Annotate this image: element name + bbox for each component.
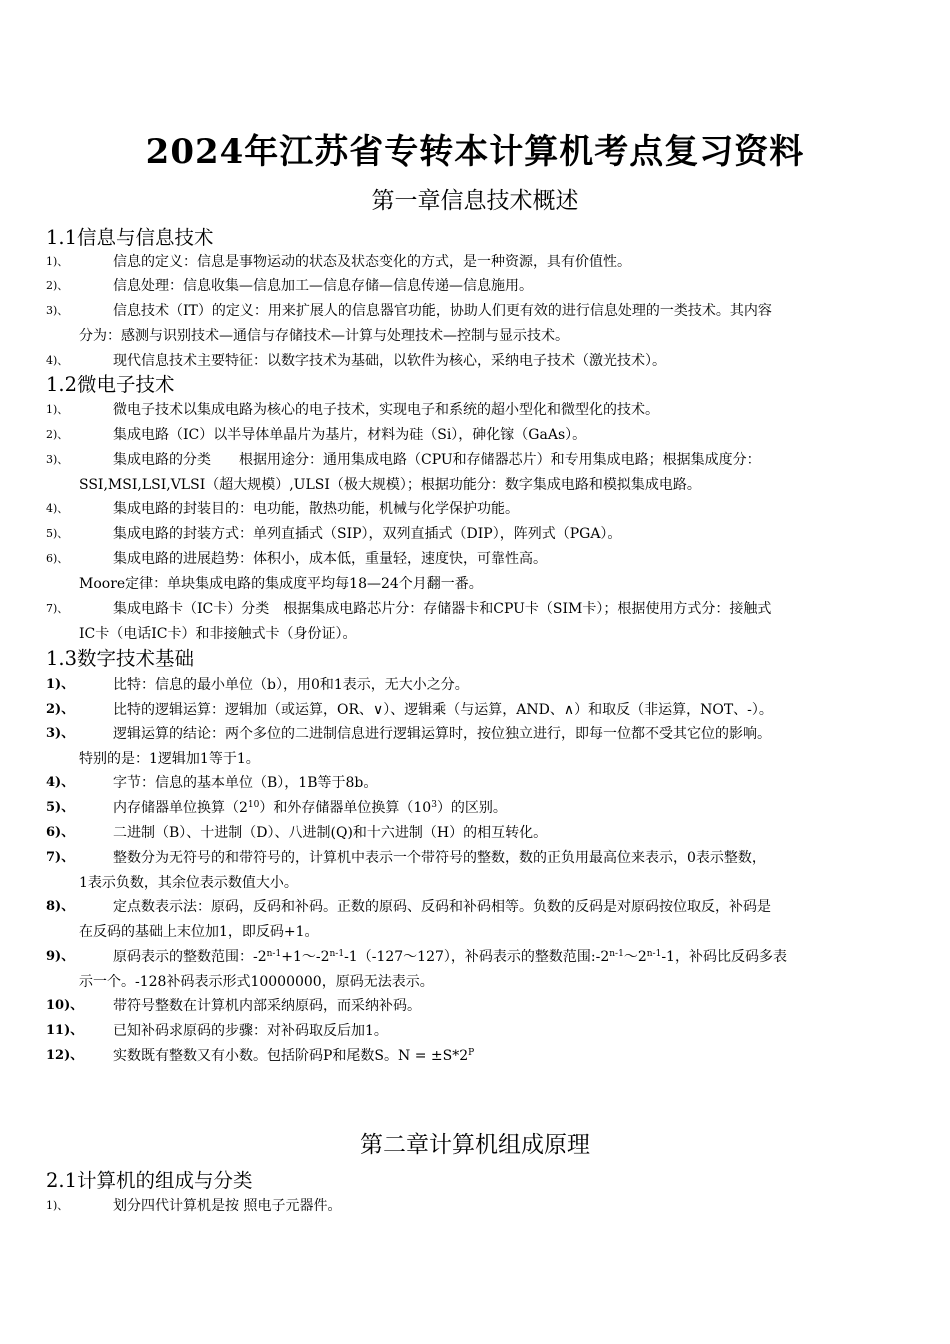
superscript: P	[468, 1048, 475, 1058]
text-part: 内存储器单位换算（2	[113, 800, 248, 816]
chapter-2-title: 第二章计算机组成原理	[360, 1132, 590, 1158]
text-part: ）的区别。	[436, 800, 507, 816]
item-text: 比特：信息的最小单位（b），用0和1表示，无大小之分。	[113, 677, 469, 693]
chapter-1-title: 第一章信息技术概述	[371, 188, 579, 214]
item-number: 12)、	[46, 1048, 84, 1063]
list-item	[46, 547, 906, 572]
item-number: 1)、	[46, 255, 69, 268]
item-text: 比特的逻辑运算：逻辑加（或运算，OR、∨）、逻辑乘（与运算，AND、∧）和取反（非运算，NOT、-）。	[113, 702, 773, 718]
section-1-3-heading: 1.3数字技术基础	[46, 647, 195, 670]
item-text: 信息技术（IT）的定义：用来扩展人的信息器官功能，协助人们更有效的进行信息处理的一类技术。其内容	[113, 303, 772, 319]
list-item	[46, 250, 906, 275]
item-text: 集成电路（IC）以半导体单晶片为基片，材料为硅（Si），砷化镓（GaAs）。	[113, 427, 587, 443]
list-item	[46, 945, 906, 994]
list-item	[46, 497, 906, 522]
item-text-continued: 分为：感测与识别技术—通信与存储技术—计算与处理技术—控制与显示技术。	[79, 327, 569, 344]
list-item	[46, 994, 906, 1019]
item-number: 4)、	[46, 354, 69, 367]
document-title: 2024年江苏省专转本计算机考点复习资料	[145, 132, 805, 172]
list-item	[46, 597, 906, 646]
superscript: n-1	[609, 949, 624, 959]
list-item	[46, 423, 906, 448]
text-part: ）和外存储器单位换算（10	[259, 800, 432, 816]
item-text: 信息处理：信息收集—信息加工—信息存储—信息传递—信息施用。	[113, 278, 533, 294]
item-text: 二进制（B）、十进制（D）、八进制(Q)和十六进制（H）的相互转化。	[113, 825, 548, 841]
item-text: 微电子技术以集成电路为核心的电子技术，实现电子和系统的超小型化和微型化的技术。	[113, 402, 659, 418]
item-number: 8)、	[46, 899, 75, 914]
item-text-continued: 1表示负数，其余位表示数值大小。	[79, 874, 298, 891]
list-item	[46, 1044, 906, 1069]
list-item	[46, 673, 906, 698]
item-number: 2)、	[46, 702, 75, 717]
item-number: 5)、	[46, 800, 75, 815]
item-number: 2)、	[46, 279, 69, 292]
item-text: 整数分为无符号的和带符号的，计算机中表示一个带符号的整数，数的正负用最高位来表示，0表示整数，	[113, 850, 766, 866]
item-number: 2)、	[46, 428, 69, 441]
text-part: 实数既有整数又有小数。包括阶码P和尾数S。N = ±S*2	[113, 1048, 469, 1064]
item-text-continued: 示一个。-128补码表示形式10000000，原码无法表示。	[79, 973, 434, 990]
list-item	[46, 821, 906, 846]
item-number: 1)、	[46, 1199, 69, 1212]
item-number: 10)、	[46, 998, 84, 1013]
item-number: 1)、	[46, 403, 69, 416]
item-text: 逻辑运算的结论：两个多位的二进制信息进行逻辑运算时，按位独立进行，即每一位都不受其它位的影响。	[113, 726, 771, 742]
text-part: -1，补码比反码多表	[661, 949, 787, 965]
item-text: 集成电路的进展趋势：体积小，成本低，重量轻，速度快，可靠性高。	[113, 551, 547, 567]
item-number: 3)、	[46, 726, 75, 741]
item-text: 已知补码求原码的步骤：对补码取反后加1。	[113, 1023, 388, 1039]
item-number: 6)、	[46, 552, 69, 565]
item-number: 4)、	[46, 775, 75, 790]
item-number: 5)、	[46, 527, 69, 540]
text-part: ～2	[623, 949, 647, 965]
item-text: 集成电路卡（IC卡）分类 根据集成电路芯片分：存储器卡和CPU卡（SIM卡）；根据使用方式分：接触式	[113, 601, 772, 617]
text-part: -1（-127～127），补码表示的整数范围:-2	[344, 949, 610, 965]
superscript: 3	[431, 800, 437, 810]
text-part: +1～-2	[281, 949, 330, 965]
section-2-1-heading: 2.1计算机的组成与分类	[46, 1169, 253, 1192]
item-number: 9)、	[46, 949, 75, 964]
item-text-continued: 在反码的基础上末位加1，即反码+1。	[79, 923, 319, 940]
item-text-continued: SSI,MSI,LSI,VLSI（超大规模）,ULSI（极大规模）；根据功能分：数字集成电路和模拟集成电路。	[79, 476, 701, 493]
item-number: 6)、	[46, 825, 75, 840]
list-item	[46, 796, 906, 821]
item-number: 1)、	[46, 677, 75, 692]
item-text: 集成电路的封装方式：单列直插式（SIP），双列直插式（DIP），阵列式（PGA）。	[113, 526, 622, 542]
list-item	[46, 1194, 906, 1219]
item-text	[46, 945, 906, 970]
moore-law-text: Moore定律：单块集成电路的集成度平均每18—24个月翻一番。	[79, 576, 483, 592]
item-text: 字节：信息的基本单位（B），1B等于8b。	[113, 775, 378, 791]
list-item	[46, 522, 906, 547]
item-text	[46, 1044, 906, 1069]
item-number: 3)、	[46, 304, 69, 317]
item-number: 4)、	[46, 502, 69, 515]
list-item	[46, 1019, 906, 1044]
superscript: n-1	[329, 949, 345, 959]
item-text	[46, 796, 906, 821]
item-text: 定点数表示法：原码，反码和补码。正数的原码、反码和补码相等。负数的反码是对原码按位取反，补码是	[113, 899, 771, 915]
item-text: 信息的定义：信息是事物运动的状态及状态变化的方式，是一种资源，具有价值性。	[113, 254, 631, 270]
list-item	[46, 274, 906, 299]
item-text: 集成电路的封装目的：电功能，散热功能，机械与化学保护功能。	[113, 501, 519, 517]
item-text-continued: IC卡（电话IC卡）和非接触式卡（身份证）。	[79, 625, 357, 642]
item-text: 现代信息技术主要特征：以数字技术为基础，以软件为核心，采纳电子技术（激光技术）。	[113, 353, 666, 369]
item-text: 带符号整数在计算机内部采纳原码，而采纳补码。	[113, 998, 421, 1014]
list-item	[46, 698, 906, 723]
item-number: 7)、	[46, 850, 75, 865]
superscript: 10	[247, 800, 260, 810]
list-item	[46, 299, 906, 348]
list-item	[46, 846, 906, 895]
item-number: 11)、	[46, 1023, 84, 1038]
section-1-1-heading: 1.1信息与信息技术	[46, 226, 214, 249]
list-item	[46, 895, 906, 944]
item-text-continued: 特别的是：1逻辑加1等于1。	[79, 750, 260, 767]
text-part: 原码表示的整数范围：-2	[113, 949, 267, 965]
list-item	[46, 349, 906, 374]
item-text: 划分四代计算机是按 照电子元器件。	[113, 1198, 342, 1214]
item-number: 7)、	[46, 602, 69, 615]
item-text: 集成电路的分类 根据用途分：通用集成电路（CPU和存储器芯片）和专用集成电路；根据集成度分：	[113, 452, 761, 468]
list-item	[46, 771, 906, 796]
list-item	[46, 448, 906, 497]
list-item	[46, 722, 906, 771]
item-number: 3)、	[46, 453, 69, 466]
superscript: n-1	[266, 949, 282, 959]
superscript: n-1	[646, 949, 662, 959]
list-item	[46, 398, 906, 423]
section-1-2-heading: 1.2微电子技术	[46, 373, 175, 396]
